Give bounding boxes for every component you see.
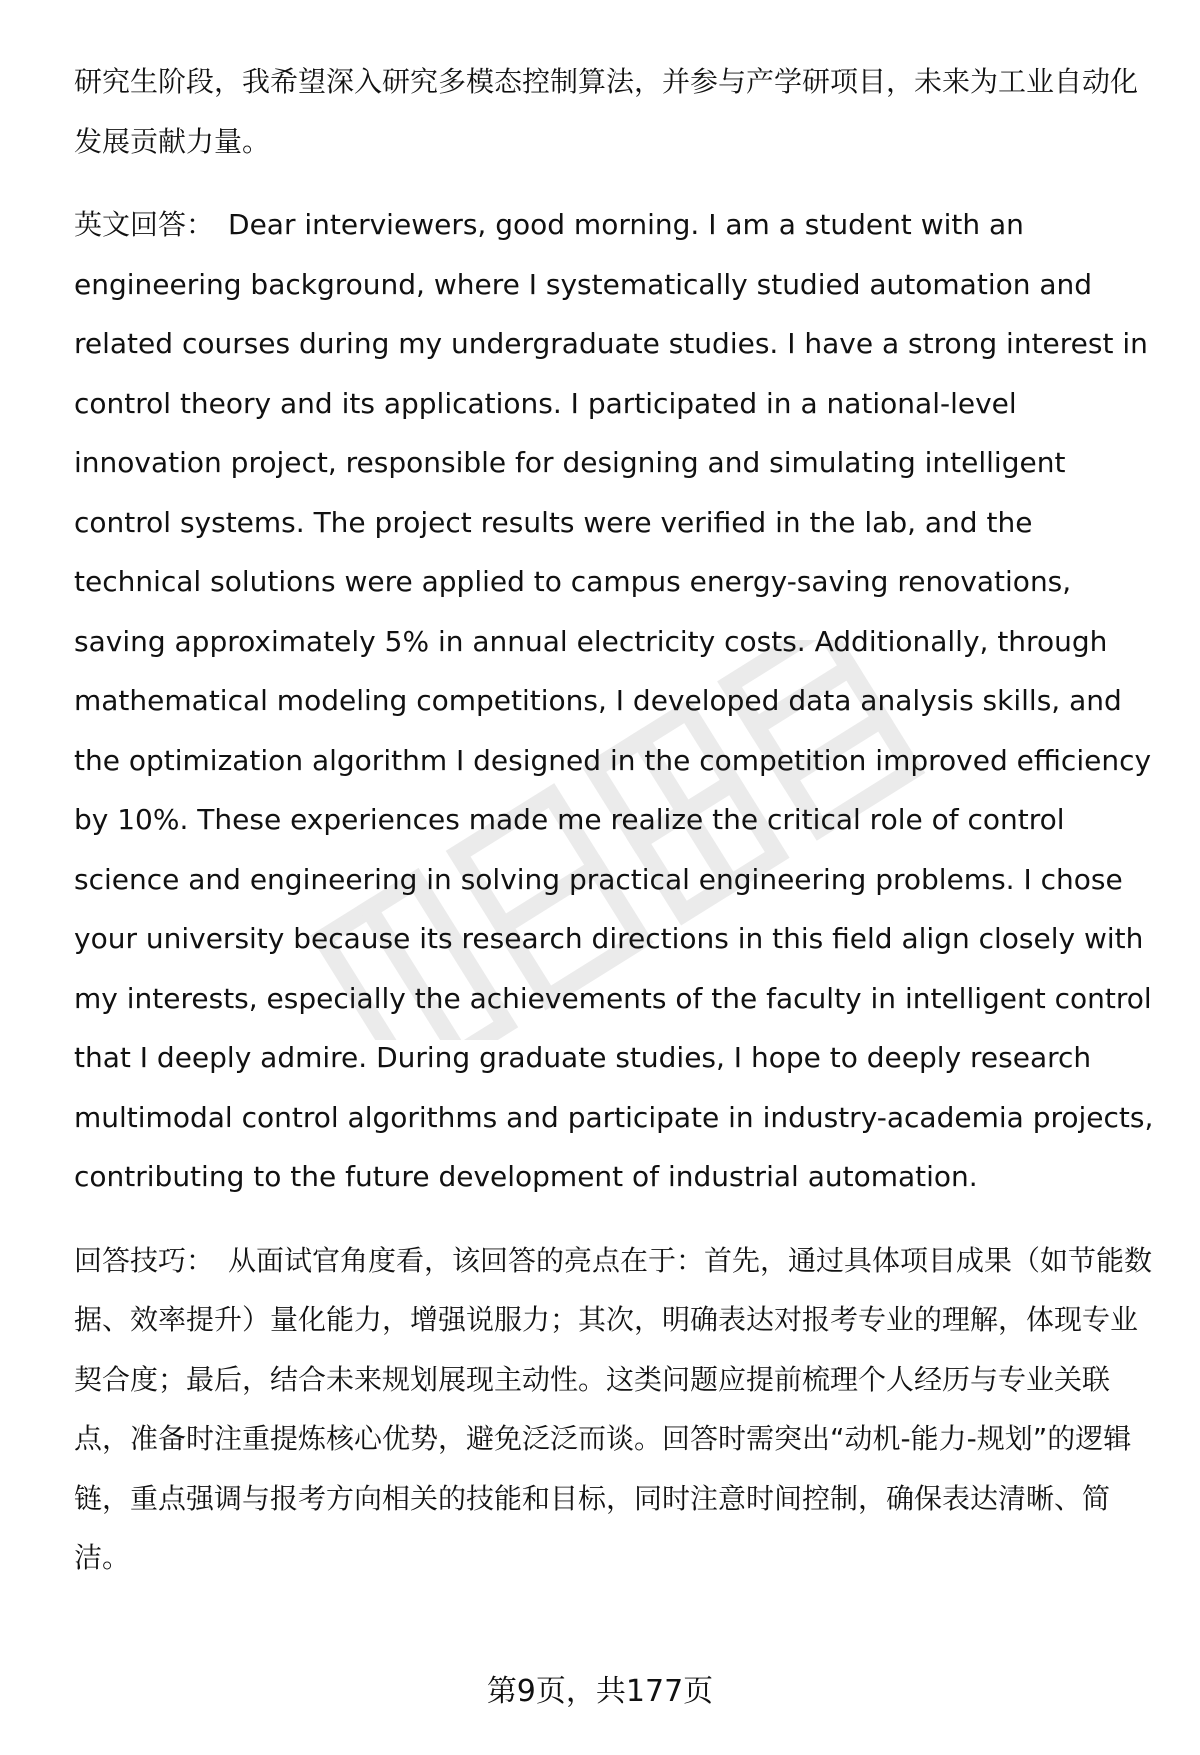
paragraph-text: Dear interviewers, good morning. I am a student with an engineering background, where I systematically studied automation and related courses during my undergraduate studies. I have a strong interest in control theory and its applications. I participated in a national-level innovation project, responsible for designing and simulating intelligent control systems. The project results were verified in the lab, and the technical solutions were applied to campus energy-saving renovations, saving approximately 5% in annual electricity costs. Additionally, through mathematical modeling competitions, I developed data analysis skills, and the optimization algorithm I designed in the competition improved efficiency by 10%. These experiences made me realize the critical role of control science and engineering in solving practical engineering problems. I chose your university because its research directions in this field align closely with my interests, especially the achievements of the faculty in intelligent control that I deeply admire. During graduate studies, I hope to deeply research multimodal control algorithms and participate in industry-academia projects, contributing to the future development of industrial automation. <box>74 208 1154 1193</box>
paragraph-intro <box>74 52 1156 171</box>
paragraph-answer-tips <box>74 1231 1156 1588</box>
document-body <box>74 52 1156 1588</box>
paragraph-label: 回答技巧： <box>74 1243 215 1277</box>
paragraph-text: 研究生阶段，我希望深入研究多模态控制算法，并参与产学研项目，未来为工业自动化发展贡献力量。 <box>74 65 1139 158</box>
page-number: 第9页，共177页 <box>486 1674 714 1709</box>
paragraph-label: 英文回答： <box>74 208 215 241</box>
paragraph-english-answer <box>74 195 1156 1207</box>
paragraph-text: 从面试官角度看，该回答的亮点在于：首先，通过具体项目成果（如节能数据、效率提升）量化能力，增强说服力；其次，明确表达对报考专业的理解，体现专业契合度；最后，结合未来规划展现主动性。这类问题应提前梳理个人经历与专业关联点，准备时注重提炼核心优势，避免泛泛而谈。回答时需突出“动机-能力-规划”的逻辑链，重点强调与报考方向相关的技能和目标，同时注意时间控制，确保表达清晰、简洁。 <box>74 1243 1153 1574</box>
